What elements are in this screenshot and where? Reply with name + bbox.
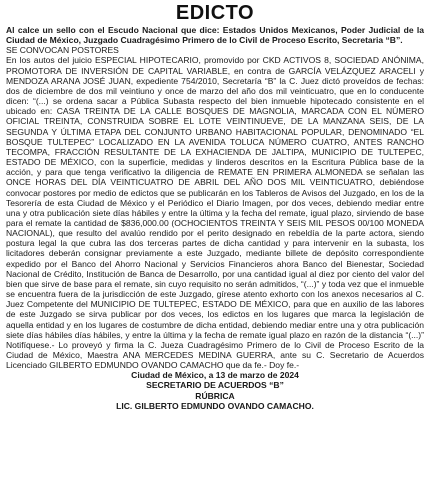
signer-name: LIC. GILBERTO EDMUNDO OVANDO CAMACHO. (116, 400, 314, 411)
seal-description: Al calce un sello con el Escudo Nacional que dice: Estados Unidos Mexicanos, Poder Judicial de la Ciudad de México, Juzgado Cuadragésimo Primero de lo Civil de Proceso Escrito, Secretaria “B”. (6, 25, 424, 46)
convocation-line: SE CONVOCAN POSTORES (6, 45, 119, 56)
rubric-line: RÚBRICA (195, 390, 235, 401)
date-line: Ciudad de México, a 13 de marzo de 2024 (131, 370, 299, 381)
secretary-line: SECRETARIO DE ACUERDOS “B” (146, 380, 284, 391)
page-title: EDICTO (175, 2, 255, 24)
body-paragraph: En los autos del juicio ESPECIAL HIPOTECARIO, promovido por CKD ACTIVOS 8, SOCIEDAD ANÓNIMA, PROMOTORA DE INVERSIÓN DE CAPITAL VARIABLE, en contra de GARCÍA VELÁZQUEZ ARACELI y MENDOZA ARANA JOSÉ JUAN, expediente 754/2010, Secretaría “B” la C. Juez dictó proveídos de fechas: dos de diciembre de dos mil veintiuno y once de marzo del año dos mil veinticuatro, que en lo conducente dicen: “(...) se ordena sacar a Pública Subasta respecto del bien inmueble hipotecado consistente en el ubicado en: CASA TREINTA DE LA CALLE BOSQUES DE MAGNOLIA, MARCADA CON EL NÚMERO OFICIAL TREINTA, CONSTRUIDA SOBRE EL LOTE VEINTINUEVE, DE LA MANZANA SEIS, DE LA SEGUNDA Y ÚLTIMA ETAPA DEL CONJUNTO URBANO HABITACIONAL POPULAR, DENOMINADO “EL BOSQUE TULTEPEC” LOCALIZADO EN LA AVENIDA TOLUCA NÚMERO CUATRO, ANTES RANCHO TECOMPA, FRACCIÓN RESULTANTE DE LA EXHACIENDA DE JALTIPA, MUNICIPIO DE TULTEPEC, ESTADO DE MÉXICO, con la superficie, medidas y linderos descritos en la Escritura Pública base de la acción, y para que tenga verificativo la diligencia de REMATE EN PRIMERA ALMONEDA se señalan las ONCE HORAS DEL DÍA VEINTICUATRO DE ABRIL DEL AÑO DOS MIL VEINTICUATRO, debiéndose convocar postores por medio de edictos que se publicarán en los Tableros de Avisos del Juzgado, en los de la Tesorería de esta Ciudad de México y el Periódico el Diario Imagen, por dos veces, debiendo mediar entre una y otra publicación siete días hábiles y entre la última y la fecha del remate, igual plazo, sirviendo de base para el remate la cantidad de $836,000.00 (OCHOCIENTOS TREINTA Y SEIS MIL PESOS 00/100 MONEDA NACIONAL), que resulto del avalúo rendido por el perito designado en rebeldía de la parte actora, siendo postura legal la que cubra las dos terceras partes de dicha cantidad y para intervenir en la subasta, los licitadores deberán consignar previamente a este Juzgado, mediante billete de depósito correspondiente expedido por el Banco del Ahorro Nacional y Servicios Financieros ahora Banco del Bienestar, Sociedad Nacional de Crédito, Institución de Banca de Desarrollo, por una cantidad igual al diez por ciento del valor del bien que sirve de base para el remate, sin cuyo requisito no serán admitidos, “(...)” y toda vez que el inmueble se encuentra fuera de la jurisdicción de este Juzgado, gírese atento exhorto con los anexos necesarios al C. Juez Competente del MUNICIPIO DE TULTEPEC, ESTADO DE MÉXICO, para que en auxilio de las labores de este Juzgado se sirva publicar por dos veces, los edictos en los lugares que marca la legislación de aquella entidad y en los lugares de costumbre de dicha entidad, debiendo mediar entre una y otra publicación siete días hábiles días hábiles, y entre la última y la fecha de remate igual plazo en razón de la distancia “(...)” Notifíquese.- Lo proveyó y firma la C. Jueza Cuadragésimo Primero de lo Civil de Proceso Escrito de la Ciudad de México, Maestra ANA MERCEDES MEDINA GUERRA, ante su C. Secretario de Acuerdos Licenciado GILBERTO EDMUNDO OVANDO CAMACHO que da fe.- Doy fe.- (6, 55, 424, 371)
edict-body (6, 25, 424, 411)
